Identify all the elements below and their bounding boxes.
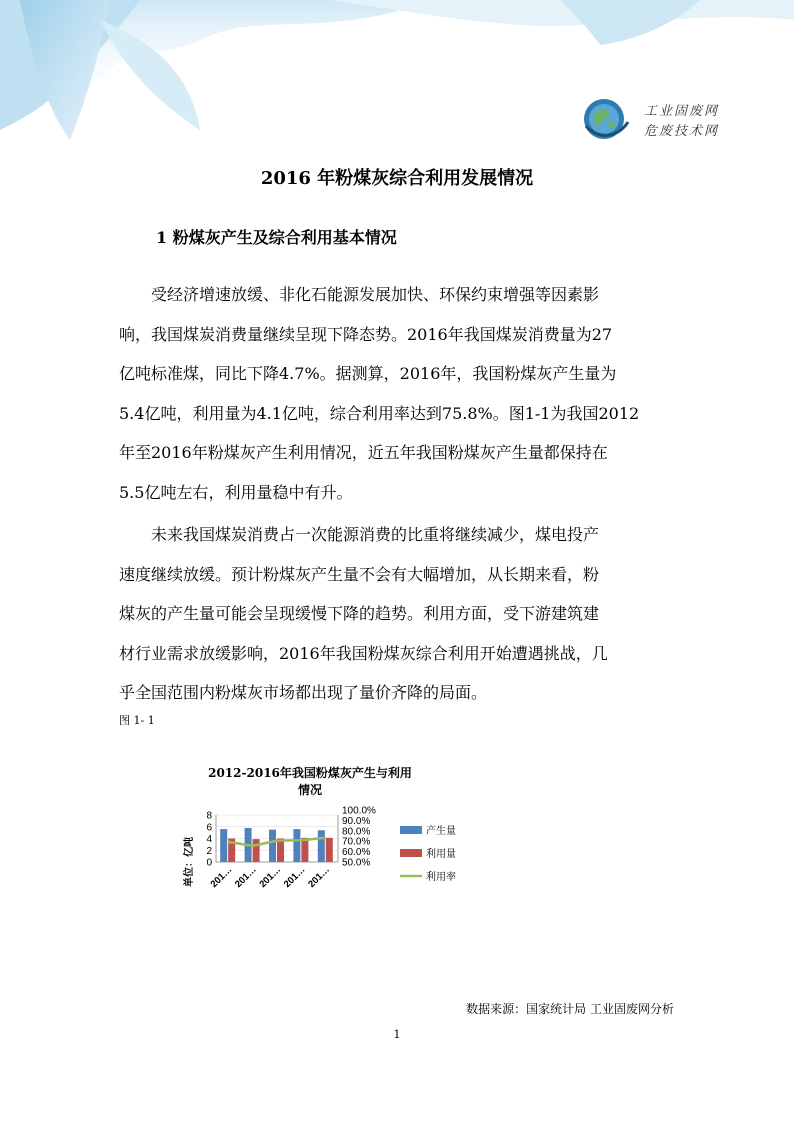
x-tick-label: 201… — [257, 864, 284, 891]
paragraph-2 — [119, 515, 679, 713]
paragraph-line: 未来我国煤炭消费占一次能源消费的比重将继续减少，煤电投产 — [151, 525, 600, 544]
page-number: 1 — [393, 1028, 401, 1041]
paragraph-line: 速度继续放缓。预计粉煤灰产生量不会有大幅增加，从长期来看，粉 — [119, 564, 600, 584]
bar-utilized — [277, 839, 284, 863]
bar-utilized — [253, 839, 260, 862]
logo-line-1: 工业固废网 — [644, 104, 720, 119]
globe-icon — [578, 96, 636, 142]
bar-generated — [318, 830, 325, 862]
chart — [180, 760, 500, 910]
logo-line-2: 危废技术网 — [644, 124, 720, 139]
legend-label: 利用率 — [426, 872, 456, 883]
x-tick-label: 201… — [233, 864, 259, 891]
bar-utilized — [301, 838, 308, 862]
y2-tick-label: 60.0% — [342, 847, 371, 859]
page-title: 2016 年粉煤灰综合利用发展情况 — [260, 168, 534, 189]
bar-utilized — [326, 838, 333, 862]
y-tick-label: 4 — [206, 834, 212, 845]
paragraph-line: 受经济增速放缓、非化石能源发展加快、环保约束增强等因素影 — [151, 285, 600, 304]
y-axis-label: 单位：亿吨 — [184, 837, 195, 887]
x-tick-label: 201… — [306, 864, 332, 891]
paragraph-line: 响，我国煤炭消费量继续呈现下降态势。2016年我国煤炭消费量为27 — [119, 324, 613, 344]
y2-tick-label: 100.0% — [342, 805, 376, 817]
paragraph-line: 乎全国范围内粉煤灰市场都出现了量价齐降的局面。 — [119, 683, 488, 702]
y2-tick-label: 80.0% — [342, 826, 371, 838]
paragraph-line: 煤灰的产生量可能会呈现缓慢下降的趋势。利用方面，受下游建筑建 — [119, 604, 600, 623]
data-source: 数据来源：国家统计局 工业固废网分析 — [466, 1002, 674, 1016]
paragraph-1 — [119, 275, 679, 512]
figure-label: 图 1- 1 — [119, 714, 155, 727]
x-tick-label: 201… — [208, 864, 235, 891]
chart-title: 情况 — [297, 783, 323, 797]
legend-label: 利用量 — [426, 849, 456, 860]
paragraph-line: 5.4亿吨，利用量为4.1亿吨，综合利用率达到75.8%。图1-1为我国2012 — [119, 403, 640, 423]
paragraph-line: 年至2016年粉煤灰产生利用情况，近五年我国粉煤灰产生量都保持在 — [119, 443, 608, 462]
legend-swatch — [400, 826, 422, 834]
y-tick-label: 8 — [206, 810, 212, 822]
x-tick-label: 201… — [281, 864, 308, 891]
paragraph-line: 材行业需求放缓影响，2016年我国粉煤灰综合利用开始遭遇挑战，几 — [119, 643, 608, 663]
y2-tick-label: 90.0% — [342, 815, 371, 827]
bar-generated — [293, 829, 300, 862]
section-heading: 1 粉煤灰产生及综合利用基本情况 — [156, 228, 397, 247]
y-tick-label: 0 — [206, 857, 212, 869]
bar-generated — [220, 829, 227, 862]
bar-generated — [269, 830, 276, 862]
paragraph-line: 5.5亿吨左右，利用量稳中有升。 — [119, 482, 353, 502]
legend-label: 产生量 — [426, 826, 456, 837]
y2-tick-label: 70.0% — [342, 836, 371, 848]
paragraph-line: 亿吨标准煤，同比下降4.7%。据测算，2016年，我国粉煤灰产生量为 — [119, 364, 617, 383]
logo — [578, 96, 728, 142]
legend-swatch — [400, 849, 422, 857]
header-decoration — [0, 0, 794, 180]
chart-title: 2012-2016年我国粉煤灰产生与利用 — [208, 766, 412, 780]
y-tick-label: 6 — [206, 822, 212, 834]
y2-tick-label: 50.0% — [342, 857, 371, 869]
y-tick-label: 2 — [206, 845, 212, 857]
